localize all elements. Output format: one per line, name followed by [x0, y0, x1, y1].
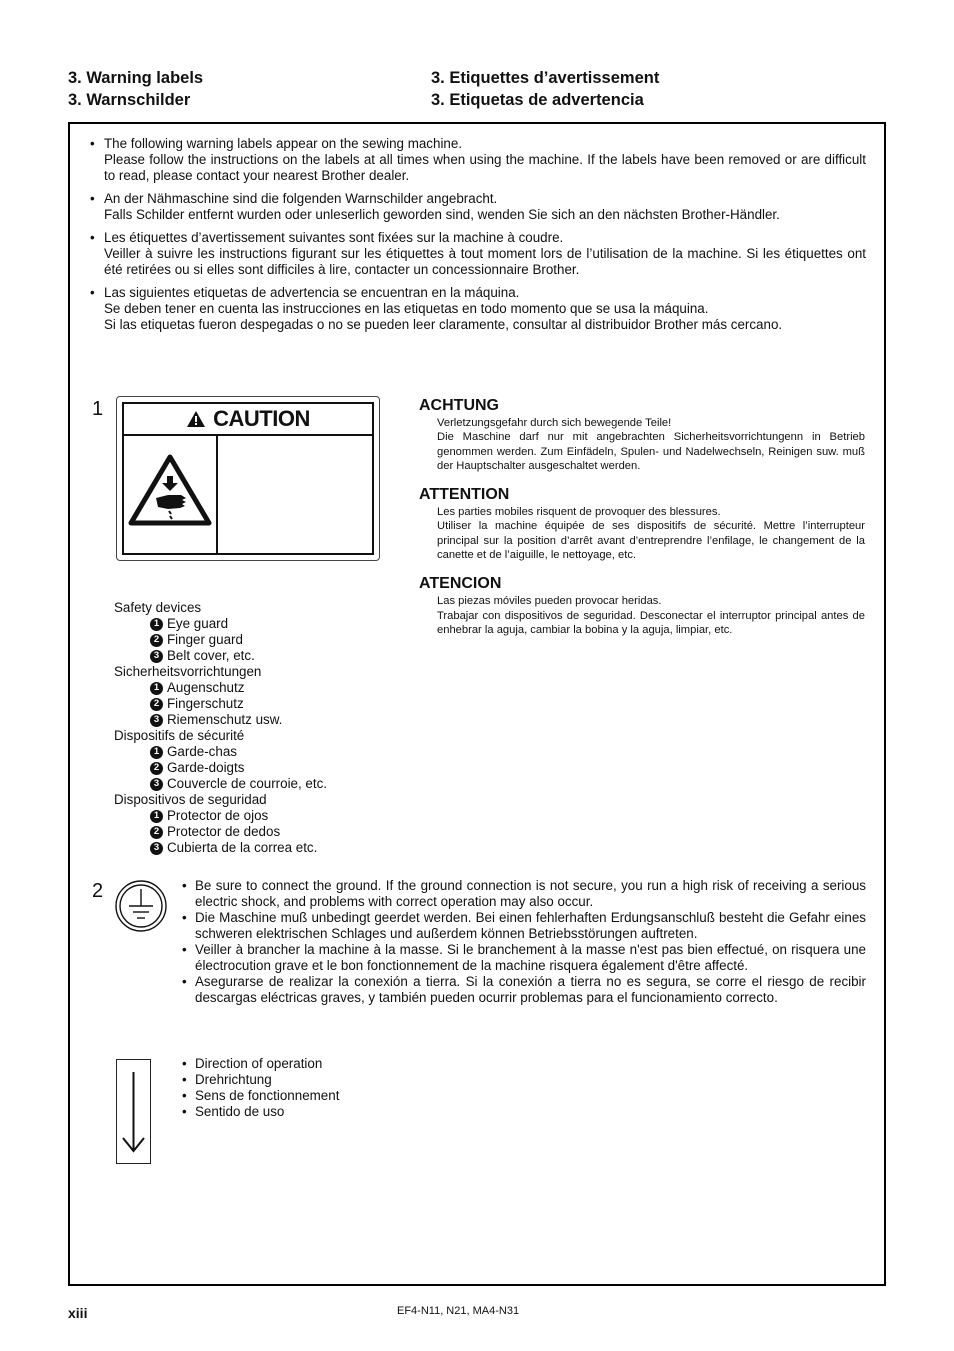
intro-de: • An der Nähmaschine sind die folgenden Warnschilder angebracht. Falls Schilder entfernt wurden oder unleserlich geworden sind, wenden Sie sich an den nächsten Brother-Händler.	[90, 191, 780, 222]
header-left	[68, 67, 203, 111]
warning-attention: ATTENTION Les parties mobiles risquent de provoquer des blessures. Utiliser la machine équipée de ses dispositifs de sécurité. Mettre l’interrupteur principal sur la position d’arrêt avant d’entreprendre l’enfilage, le changement de la canette et de l’aiguille, le nettoyage, etc.	[419, 486, 865, 562]
ground-es: • Asegurarse de realizar la conexión a tierra. Si la conexión a tierra no es segura, se corre el riesgo de recibir descargas eléctricas graves, y también pueden ocurrir problemas para el funcionamiento correcto.	[182, 974, 866, 1005]
section-title-de: 3. Warnschilder	[68, 91, 191, 109]
number-badge: 2	[150, 698, 163, 711]
number-badge: 2	[150, 826, 163, 839]
ground-symbol-icon	[114, 876, 168, 936]
safety-devices-de: Sicherheitsvorrichtungen 1 Augenschutz 2 Fingerschutz 3 Riemenschutz usw.	[114, 664, 283, 727]
safety-devices-en: Safety devices 1 Eye guard 2 Finger guard 3 Belt cover, etc.	[114, 600, 255, 663]
header-right	[431, 67, 659, 111]
direction-instructions: • Direction of operation • Drehrichtung • Sens de fonctionnement • Sentido de uso	[182, 1056, 340, 1119]
caution-label	[116, 396, 380, 561]
safety-devices-es: Dispositivos de seguridad 1 Protector de ojos 2 Protector de dedos 3 Cubierta de la correa etc.	[114, 792, 318, 855]
section-title-en: 3. Warning labels	[68, 69, 204, 87]
direction-label	[116, 1059, 151, 1164]
section-title-fr: 3. Etiquettes d’avertissement	[431, 69, 660, 87]
intro-notes	[90, 136, 866, 340]
arrow-down-icon	[117, 1060, 150, 1163]
section-number-1: 1	[92, 398, 104, 420]
section-title-es: 3. Etiquetas de advertencia	[431, 91, 644, 109]
warning-achtung: ACHTUNG Verletzungsgefahr durch sich bewegende Teile! Die Maschine darf nur mit angebrachten Sicherheitsvorrichtungenn in Betrieb genommen werden. Zum Einfädeln, Spulen- und Nadelwechseln, Reinigen suw. muß der Hauptschalter ausgeschaltet werden.	[419, 397, 865, 472]
number-badge: 3	[150, 714, 163, 727]
page-number: xiii	[68, 1305, 88, 1321]
ground-en: • Be sure to connect the ground. If the ground connection is not secure, you run a high risk of receiving a serious electric shock, and problems with correct operation may also occur.	[182, 878, 866, 909]
model-number: EF4-N11, N21, MA4-N31	[397, 1305, 520, 1317]
safety-devices-fr: Dispositifs de sécurité 1 Garde-chas 2 Garde-doigts 3 Couvercle de courroie, etc.	[114, 728, 328, 791]
number-badge: 1	[150, 746, 163, 759]
ground-instructions	[182, 878, 866, 1006]
ground-fr: • Veiller à brancher la machine à la masse. Si le branchement à la masse n'est pas bien effectué, on risquera une électrocution grave et le bon fonctionnement de la machine risquera également d'être affecté.	[182, 942, 866, 973]
caution-header	[124, 404, 372, 436]
number-badge: 2	[150, 634, 163, 647]
number-badge: 1	[150, 618, 163, 631]
number-badge: 2	[150, 762, 163, 775]
number-badge: 1	[150, 682, 163, 695]
ground-de: • Die Maschine muß unbedingt geerdet werden. Bei einen fehlerhaften Erdungsanschluß besteht die Gefahr eines schweren elektrischen Schlages und außerdem können Betriebsstörungen auftreten.	[182, 910, 866, 941]
intro-es: • Las siguientes etiquetas de advertencia se encuentran en la máquina. Se deben tener en cuenta las instrucciones en las etiquetas en todo momento que se usa la máquina. Si las etiquetas fueron despegadas o no se pueden leer claramente, consultar al distribuidor Brother más cercano.	[90, 285, 783, 332]
number-badge: 3	[150, 778, 163, 791]
hand-crush-warning-icon	[128, 454, 212, 526]
warning-texts	[419, 396, 865, 649]
intro-en: • The following warning labels appear on the sewing machine. Please follow the instructions on the labels at all times when using the machine. If the labels have been removed or are difficult to read, please contact your nearest Brother dealer.	[90, 136, 866, 183]
warning-triangle-icon	[186, 410, 206, 428]
number-badge: 1	[150, 810, 163, 823]
intro-fr: • Les étiquettes d’avertissement suivantes sont fixées sur la machine à coudre. Veiller à suivre les instructions figurant sur les étiquettes à tout moment lors de l’utilisation de la machine. Si les étiquettes ont été retirées ou si elles sont difficiles à lire, contacter un concessionnaire Brother.	[90, 230, 866, 277]
number-badge: 3	[150, 650, 163, 663]
number-badge: 3	[150, 842, 163, 855]
caution-title: CAUTION	[213, 406, 310, 431]
safety-devices-list	[114, 600, 327, 856]
content-frame	[68, 122, 886, 1286]
section-number-2: 2	[92, 880, 104, 902]
warning-atencion: ATENCION Las piezas móviles pueden provocar heridas. Trabajar con dispositivos de seguridad. Desconectar el interruptor principal antes de enhebrar la aguja, cambiar la bobina y la aguja, limpiar, etc.	[419, 575, 865, 636]
